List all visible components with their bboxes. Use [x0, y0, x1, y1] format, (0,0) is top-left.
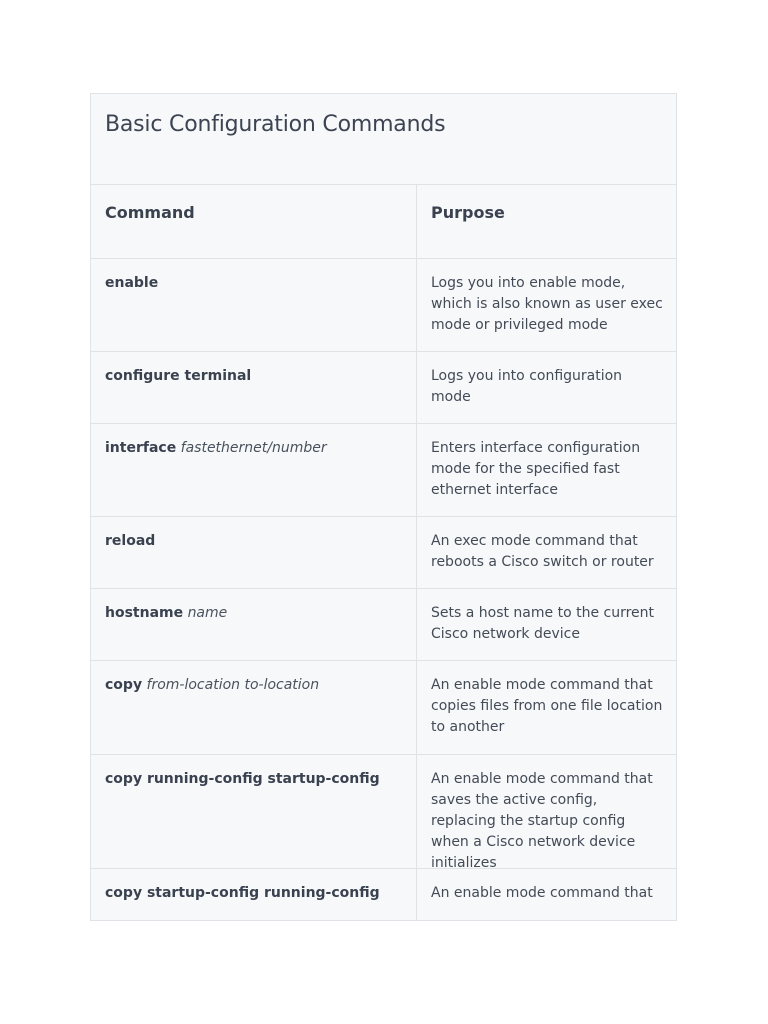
column-header-purpose: Purpose — [431, 203, 505, 222]
table-title: Basic Configuration Commands — [91, 94, 676, 185]
command-cell — [91, 424, 417, 516]
table-row — [91, 424, 676, 517]
command-argument: name — [187, 605, 228, 621]
command-cell — [91, 589, 417, 660]
column-header-command: Command — [91, 185, 417, 258]
command-keyword: configure terminal — [105, 368, 252, 384]
purpose-cell: Enters interface configuration mode for the specified fast ethernet interface — [431, 440, 641, 498]
table-row — [91, 755, 676, 869]
purpose-cell: An exec mode command that reboots a Cisco switch or router — [431, 533, 654, 570]
command-cell — [91, 259, 417, 351]
command-cell — [91, 352, 417, 423]
command-keyword: copy startup-config running-config — [105, 885, 380, 901]
command-cell — [91, 755, 417, 868]
command-cell — [91, 661, 417, 754]
command-argument: from-location to-location — [146, 677, 320, 693]
config-commands-table — [90, 93, 677, 921]
table-row — [91, 869, 676, 921]
purpose-cell: An enable mode command that saves the active config, replacing the startup config when a Cisco network device initializes — [431, 771, 653, 871]
purpose-cell: Logs you into enable mode, which is also known as user exec mode or privileged mode — [431, 275, 663, 333]
command-cell — [91, 517, 417, 588]
command-keyword: hostname — [105, 605, 184, 621]
purpose-cell: Sets a host name to the current Cisco network device — [431, 605, 655, 642]
table-row — [91, 259, 676, 352]
table-row — [91, 352, 676, 424]
command-argument: fastethernet/number — [180, 440, 327, 456]
table-header-row — [91, 185, 676, 259]
command-keyword: copy — [105, 677, 143, 693]
table-row — [91, 517, 676, 589]
command-keyword: copy running-config startup-config — [105, 771, 380, 787]
purpose-cell: Logs you into configuration mode — [431, 368, 623, 405]
command-keyword: reload — [105, 533, 156, 549]
table-row — [91, 589, 676, 661]
command-cell — [91, 869, 417, 921]
command-keyword: enable — [105, 275, 159, 291]
table-row — [91, 661, 676, 755]
command-keyword: interface — [105, 440, 177, 456]
purpose-cell: An enable mode command that — [431, 885, 653, 901]
purpose-cell: An enable mode command that copies files from one file location to another — [431, 677, 663, 735]
